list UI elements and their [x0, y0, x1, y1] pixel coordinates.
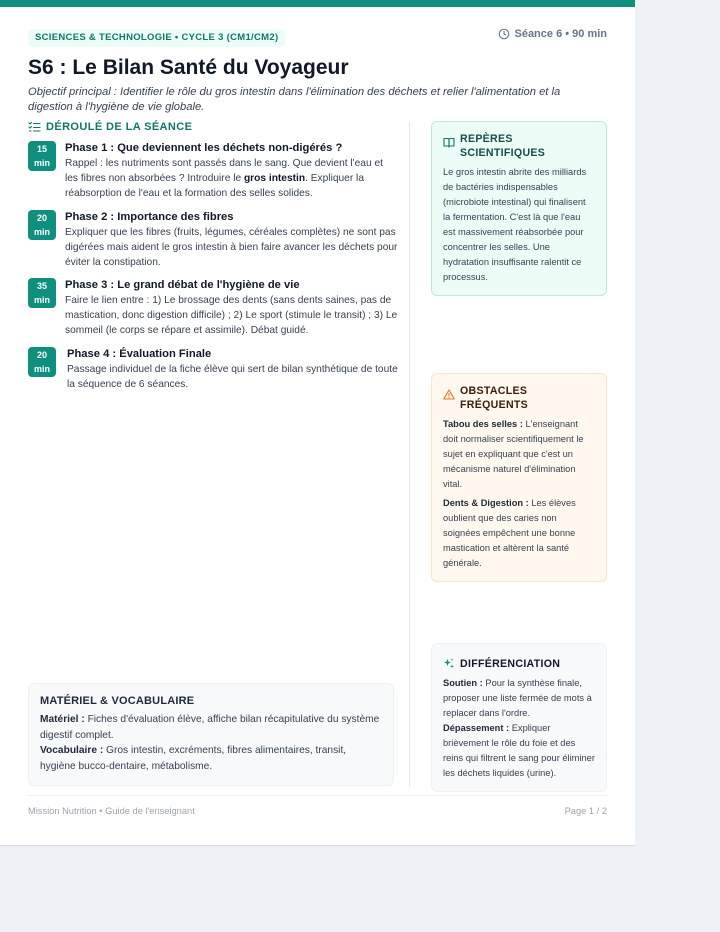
subject-badge: SCIENCES & TECHNOLOGIE • CYCLE 3 (CM1/CM2) — [28, 29, 285, 47]
duration-badge — [28, 210, 56, 240]
depassement-item: Dépassement : Expliquer brièvement le rôle du foie et des reins qui filtrent le sang pour éliminer les déchets liquides (urine). — [443, 723, 595, 778]
phase-text: Rappel : les nutriments sont passés dans le sang. Que devient l'eau et les fibres non absorbées ? Introduire le gros intestin. Expliquer la réabsorption de l'eau et la formation des selles solides. — [65, 158, 383, 199]
duration-unit: min — [33, 227, 50, 237]
materiel-vocabulaire-box — [28, 683, 394, 786]
deroule-heading-label: DÉROULÉ DE LA SÉANCE — [46, 121, 193, 133]
duration-value: 20 — [36, 350, 47, 360]
obstacle-item: Tabou des selles : L'enseignant doit normaliser scientifiquement le sujet en expliquant que c'est un mécanisme naturel d'élimination vital. — [443, 419, 584, 489]
obstacle-item: Dents & Digestion : Les élèves oublient que des caries non soignées empêchent une bonne mastication et altèrent la santé générale. — [443, 498, 576, 568]
book-open-icon — [443, 137, 455, 148]
objective-text: Objectif principal : Identifier le rôle du gros intestin dans l'élimination des déchets et relier l'alimentation et la digestion à l'hygiène de vie globale. — [28, 86, 561, 113]
vocabulaire-item: Vocabulaire : Gros intestin, excréments, fibres alimentaires, transit, hygiène bucco-dentaire, métabolisme. — [40, 745, 347, 772]
phase-title: Phase 3 : Le grand débat de l'hygiène de vie — [65, 279, 300, 291]
soutien-item: Soutien : Pour la synthèse finale, proposer une liste fermée de mots à replacer dans l'ordre. — [443, 678, 592, 718]
duration-value: 35 — [36, 281, 47, 291]
materiel-text — [40, 712, 382, 774]
phase-title: Phase 4 : Évaluation Finale — [67, 348, 212, 360]
warning-triangle-icon — [443, 389, 455, 400]
footer-divider — [28, 795, 607, 796]
materiel-title: MATÉRIEL & VOCABULAIRE — [40, 695, 195, 707]
footer-title: Mission Nutrition • Guide de l'enseignant — [28, 806, 195, 816]
duration-unit: min — [33, 158, 50, 168]
clock-icon — [498, 28, 510, 40]
duration-value: 20 — [36, 213, 47, 223]
session-info — [498, 28, 607, 40]
page-number: Page 1 / 2 — [564, 806, 607, 816]
reperes-text: Le gros intestin abrite des milliards de bactéries indispensables (microbiote intestinal) qui finalisent la fermentation. C'est là que l'eau est massivement réabsorbée pour concentrer les selles. Une hydratation insuffisante ralentit ce processus. — [443, 167, 587, 282]
keyword-gros-intestin: gros intestin — [243, 173, 306, 184]
differenciation-text — [443, 676, 595, 781]
obstacles-card — [431, 373, 607, 582]
session-label: Séance 6 • 90 min — [514, 28, 607, 40]
differenciation-card — [431, 643, 607, 792]
sparkles-icon — [443, 658, 455, 670]
phase-text: Passage individuel de la fiche élève qui sert de bilan synthétique de toute la séquence de 6 séances. — [67, 364, 398, 390]
duration-badge — [28, 347, 56, 377]
duration-value: 15 — [36, 144, 47, 154]
obstacles-title: OBSTACLES FRÉQUENTS — [443, 384, 595, 412]
top-accent-bar — [0, 0, 635, 7]
reperes-scientifiques-card — [431, 121, 607, 296]
differenciation-title: DIFFÉRENCIATION — [443, 657, 595, 671]
column-divider — [409, 122, 410, 787]
phase-title: Phase 1 : Que deviennent les déchets non-digérés ? — [65, 142, 343, 154]
duration-badge — [28, 278, 56, 308]
duration-unit: min — [33, 295, 50, 305]
page-title: S6 : Le Bilan Santé du Voyageur — [28, 56, 349, 79]
reperes-title: REPÈRES SCIENTIFIQUES — [443, 132, 595, 160]
duration-badge — [28, 141, 56, 171]
obstacles-text — [443, 417, 595, 571]
duration-unit: min — [33, 364, 50, 374]
deroule-heading — [28, 121, 192, 133]
phase-title: Phase 2 : Importance des fibres — [65, 211, 234, 223]
list-checks-icon — [28, 121, 41, 133]
materiel-item: Matériel : Fiches d'évaluation élève, affiche bilan récapitulative du système digestif complet. — [40, 714, 380, 741]
phase-text: Expliquer que les fibres (fruits, légumes, céréales complètes) ne sont pas digérées mais aident le gros intestin à bien faire avancer les déchets pour éviter la constipation. — [65, 227, 398, 268]
phase-text: Faire le lien entre : 1) Le brossage des dents (sans dents saines, pas de mastication, donc digestion difficile) ; 2) Le sport (stimule le transit) ; 3) Le sommeil (le corps se répare et assimile). Débat guidé. — [65, 295, 398, 336]
